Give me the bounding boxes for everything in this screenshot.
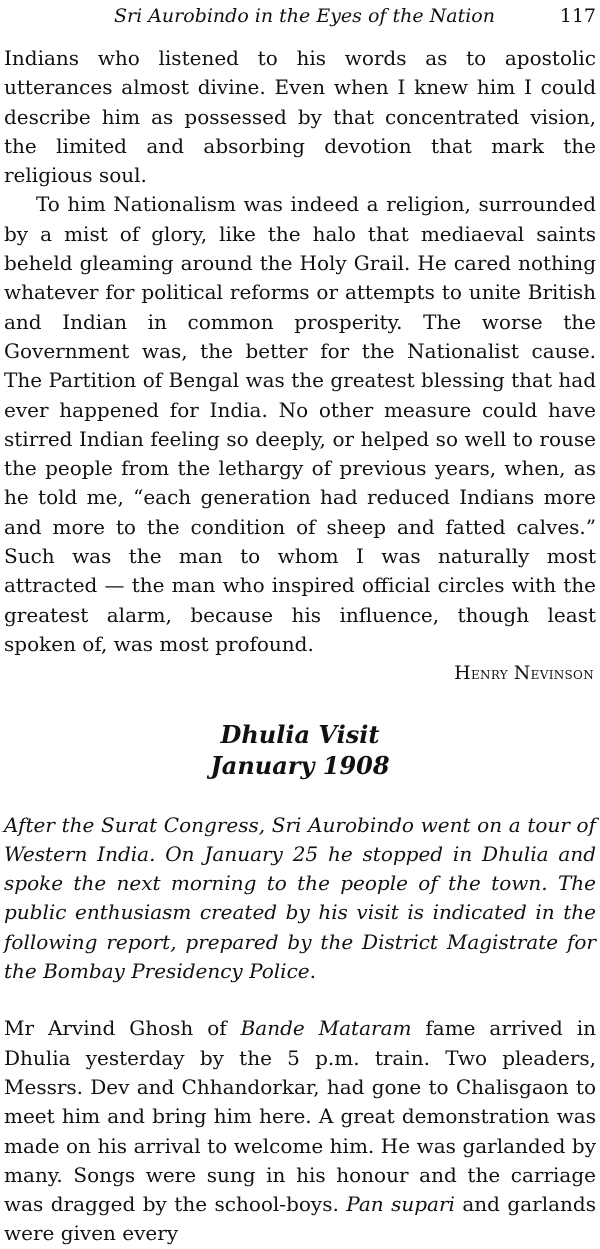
running-title: Sri Aurobindo in the Eyes of the Nation [114,5,495,27]
report-emphasis-pan-supari: Pan supari [346,1192,455,1217]
section-date: January 1908 [210,750,390,780]
section-intro: After the Surat Congress, Sri Aurobindo went on a tour of Western India. On January 25 he stopped in Dhulia and spoke the next morning to the people of the town. The public enthusiasm created by his visit is indicated in the following report, prepared by the District Magistrate for the Bombay Presidency Police. [4,812,596,984]
police-report [4,1014,596,1248]
report-emphasis-bande-mataram: Bande Mataram [240,1016,412,1041]
attribution-first-initial: H [454,662,471,685]
attribution-last-rest: evinson [530,664,594,685]
section-heading [4,719,596,781]
paragraph-nationalism: To him Nationalism was indeed a religion, surrounded by a mist of glory, like the halo that mediaeval saints beheld gleaming around the Holy Grail. He cared nothing whatever for political reforms or attempts to unite British and Indian in common prosperity. The worse the Government was, the better for the Nationalist cause. The Partition of Bengal was the greatest blessing that had ever happened for India. No other measure could have stirred Indian feeling so deeply, or helped so well to rouse the people from the lethargy of previous years, when, as he told me, “each generation had reduced Indians more and more to the condition of sheep and fatted calves.” Such was the man to whom I was naturally most attracted — the man who inspired official circles with the greatest alarm, because his influence, though least spoken of, was most profound. [4,192,596,656]
section-title: Dhulia Visit [220,719,380,749]
attribution-last-initial: N [513,662,531,685]
report-text-3: and garlands were given every [4,1192,596,1246]
running-header [0,2,600,30]
attribution-first-rest: enry [470,664,509,685]
report-text-2: fame arrived in Dhulia yesterday by the 5 p.m. train. Two pleaders, Messrs. Dev and Chhandorkar, had gone to Chalisgaon to meet him and bring him here. A great demonstration was made on his arrival to welcome him. He was garlanded by many. Songs were sung in his honour and the carriage was dragged by the school-boys. [4,1016,597,1217]
report-text-1: Mr Arvind Ghosh of [4,1016,241,1041]
paragraph-continuation: Indians who listened to his words as to apostolic utterances almost divine. Even when I knew him I could describe him as possessed by that concentrated vision, the limited and absorbing devotion that mark the religious soul. [4,46,596,188]
author-attribution [4,659,596,689]
page-number: 117 [559,5,596,27]
body-text [4,44,596,1249]
